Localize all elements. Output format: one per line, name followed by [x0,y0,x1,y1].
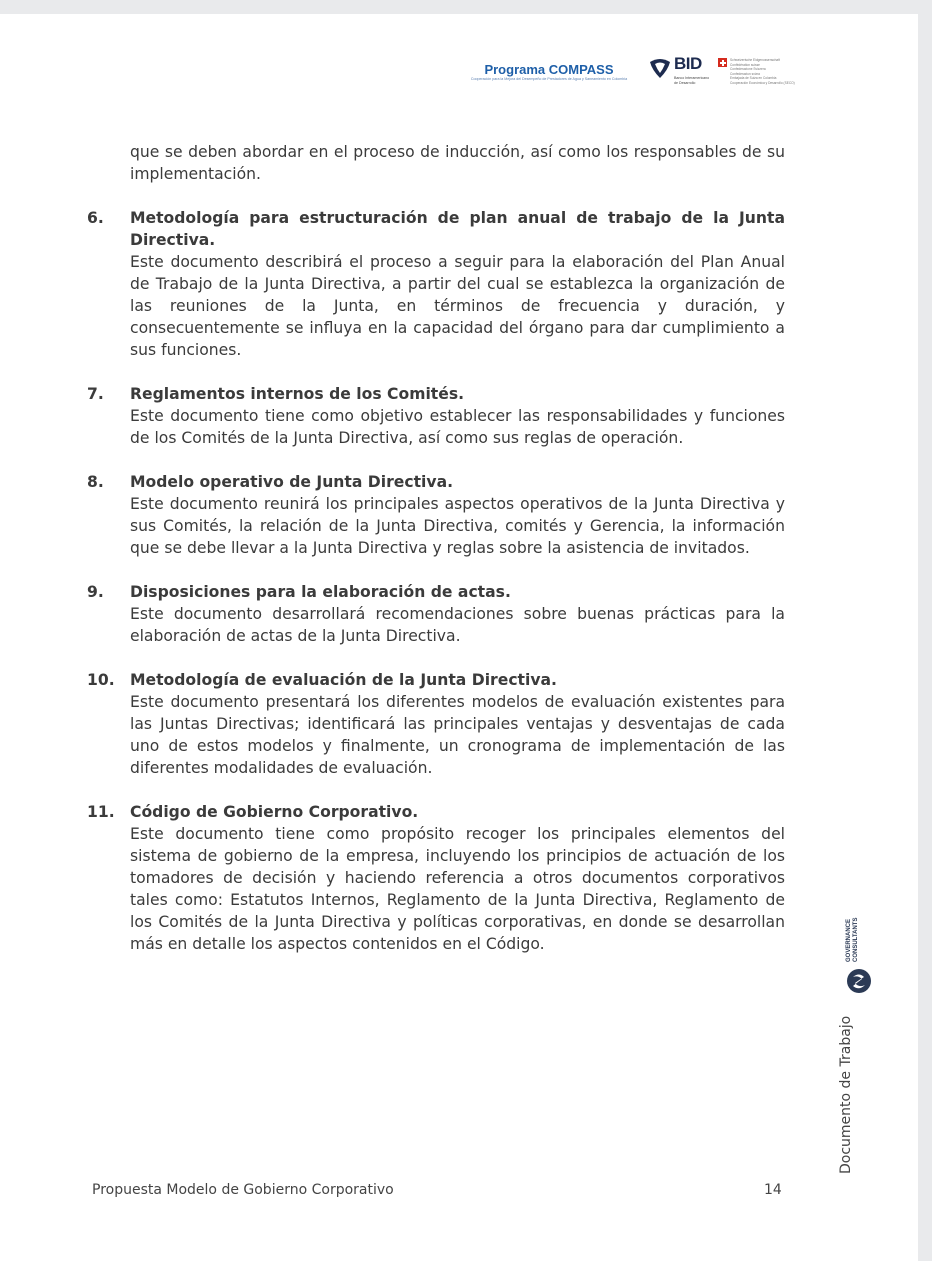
list-item [87,581,785,647]
list-number: 9. [87,583,104,601]
bid-subtitle: Banco Interamericano de Desarrollo [674,76,710,85]
list-item-title: Modelo operativo de Junta Directiva. [130,473,454,491]
list-item-title: Disposiciones para la elaboración de actas. [130,583,511,601]
list-item-description: Este documento tiene como objetivo establecer las responsabilidades y funciones de los Comités de la Junta Directiva, así como sus reglas de operación. [130,407,785,447]
governance-consultants-wordmark: GOVERNANCE CONSULTANTS [846,917,859,962]
document-type-label: Documento de Trabajo [838,1015,854,1174]
list-item [87,383,785,449]
swiss-flag-icon [718,58,727,67]
swiss-cooperation-logo: Schweizerische Eidgenossenschaft Confédération suisse Confederazione Svizzera Confederaziun svizra Embajada de Suiza en Colombia Cooperación Económica y Desarrollo (SECO) [718,58,810,104]
list-number: 11. [87,803,115,821]
page-number: 14 [764,1182,782,1198]
list-item [87,471,785,559]
program-title: Programa COMPASS [484,62,614,77]
list-item-description: Este documento desarrollará recomendaciones sobre buenas prácticas para la elaboración de actas de la Junta Directiva. [130,605,785,645]
program-subtitle: Cooperación para la Mejora del Desempeño de Prestadores de Agua y Saneamiento en Colombia [470,77,628,81]
list-item-description: Este documento reunirá los principales aspectos operativos de la Junta Directiva y sus Comités, la relación de la Junta Directiva, comités y Gerencia, la información que se debe llevar a la Junta Directiva y reglas sobre la asistencia de invitados. [130,495,785,557]
list-item-description: Este documento describirá el proceso a seguir para la elaboración del Plan Anual de Trabajo de la Junta Directiva, a partir del cual se establezca la organización de las reuniones de la Junta, en términos de frecuencia y duración, y consecuentemente se influya en la capacidad del órgano para dar cumplimiento a sus funciones. [130,253,785,359]
list-item [87,207,785,361]
bid-emblem-icon [648,56,672,80]
list-item [87,669,785,779]
list-item-title: Metodología para estructuración de plan anual de trabajo de la Junta Directiva. [130,209,785,249]
list-item-description: Este documento tiene como propósito recoger los principales elementos del sistema de gobierno de la empresa, incluyendo los principios de actuación de los tomadores de decisión y haciendo referencia a otros documentos corporativos tales como: Estatutos Internos, Reglamento de la Junta Directiva, Reglamento de los Comités de la Junta Directiva y políticas corporativas, en donde se desarrollan más en detalle los aspectos contenidos en el Código. [130,825,785,953]
compass-logo [456,62,642,82]
list-item-title: Metodología de evaluación de la Junta Directiva. [130,671,557,689]
bid-wordmark: BID [674,54,702,73]
footer-document-title: Propuesta Modelo de Gobierno Corporativo [92,1182,394,1198]
list-item-title: Código de Gobierno Corporativo. [130,803,419,821]
intro-paragraph: que se deben abordar en el proceso de inducción, así como los responsables de su implementación. [130,143,785,183]
document-body [87,141,785,955]
list-item [87,801,785,955]
list-number: 6. [87,209,104,227]
bid-logo [648,54,712,100]
list-number: 10. [87,671,115,689]
list-number: 8. [87,473,104,491]
document-page [0,14,918,1261]
list-item-title: Reglamentos internos de los Comités. [130,385,465,403]
list-item-description: Este documento presentará los diferentes modelos de evaluación existentes para las Juntas Directivas; identificará las principales ventajas y desventajas de cada uno de estos modelos y finalmente, un cronograma de implementación de las diferentes modalidades de evaluación. [130,693,785,777]
list-number: 7. [87,385,104,403]
